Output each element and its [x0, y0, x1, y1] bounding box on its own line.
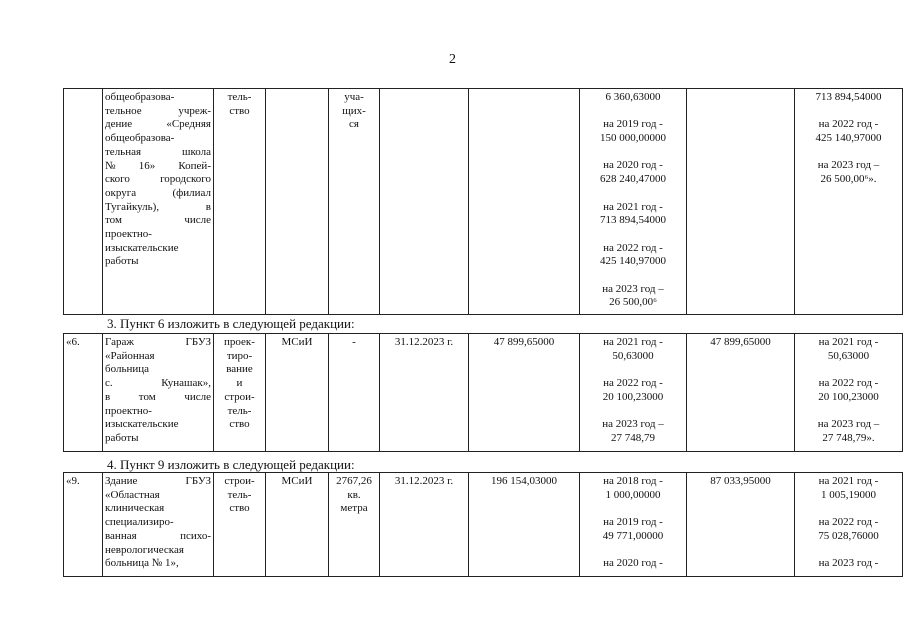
cell-work-type: [214, 89, 266, 315]
cell-capacity: [329, 473, 380, 577]
table-block-3: [63, 472, 903, 577]
cell-line: тельное учреж-: [105, 104, 211, 117]
cell-estimated-cost: 196 154,03000: [469, 473, 580, 577]
cell-remaining-cost: 47 899,65000: [687, 334, 795, 452]
section-heading-point-9: 4. Пункт 9 изложить в следующей редакции:: [107, 457, 355, 472]
cell-line: на 2019 год -: [603, 118, 663, 131]
cell-line: Тугайкуль), в: [105, 200, 211, 213]
cell-line: тель-: [227, 404, 252, 417]
blank-line: [582, 228, 684, 242]
cell-number: «6.: [64, 334, 103, 452]
cell-line: Здание ГБУЗ: [105, 475, 211, 487]
cell-line: 20 100,23000: [818, 390, 879, 403]
cell-customer: МСиИ: [266, 473, 329, 577]
cell-line: уча-: [344, 91, 364, 103]
cell-line: ство: [229, 418, 250, 431]
blank-line: [797, 146, 900, 160]
cell-line: с. Кунашак»,: [105, 377, 211, 390]
cell-deadline: 31.12.2023 г.: [380, 334, 469, 452]
cell-line: «Районная: [105, 349, 155, 362]
cell-line: 26 500,00⁶».: [820, 173, 877, 186]
cell-line: 150 000,00000: [600, 132, 666, 145]
cell-capacity: -: [329, 334, 380, 452]
blank-line: [582, 146, 684, 160]
cell-deadline: 31.12.2023 г.: [380, 473, 469, 577]
cell-line: ство: [229, 104, 250, 117]
cell-object-name: [103, 473, 214, 577]
cell-line: ванная психо-: [105, 529, 211, 542]
cell-object-name: [103, 334, 214, 452]
cell-line: тельная школа: [105, 145, 211, 158]
cell-funding-by-year: [580, 89, 687, 315]
cell-line: на 2022 год -: [818, 377, 879, 390]
cell-line: 2767,26: [336, 475, 372, 487]
blank-line: [582, 363, 684, 377]
cell-line: № 16» Копей-: [105, 159, 211, 172]
cell-line: общеобразова-: [105, 132, 175, 145]
cell-number: «9.: [64, 473, 103, 577]
blank-line: [797, 105, 900, 119]
cell-line: 713 894,54000: [815, 91, 882, 103]
cell-line: кв.: [347, 488, 361, 501]
cell-line: работы: [105, 431, 139, 444]
cell-line: на 2023 год -: [818, 557, 879, 570]
cell-line: 1 000,00000: [605, 488, 661, 501]
cell-line: ся: [349, 118, 359, 131]
cell-line: дение «Средняя: [105, 118, 211, 131]
cell-remaining-cost: [687, 89, 795, 315]
blank-line: [582, 187, 684, 201]
cell-number: [64, 89, 103, 315]
cell-line: строи-: [224, 475, 255, 487]
cell-line: 425 140,97000: [815, 132, 882, 145]
cell-work-type: [214, 334, 266, 452]
table-row: [64, 473, 903, 577]
cell-line: 26 500,00⁶: [609, 296, 657, 309]
table-block-1: [63, 88, 903, 315]
cell-line: на 2018 год -: [603, 475, 663, 487]
cell-line: на 2023 год –: [817, 159, 880, 172]
cell-line: на 2021 год -: [818, 336, 879, 348]
cell-line: строи-: [224, 390, 255, 403]
cell-funding-remaining: [795, 334, 903, 452]
cell-line: на 2022 год -: [818, 516, 879, 529]
cell-line: тиро-: [226, 349, 253, 362]
table-row: [64, 334, 903, 452]
blank-line: [797, 363, 900, 377]
cell-line: 75 028,76000: [818, 529, 879, 542]
blank-line: [797, 544, 900, 558]
cell-line: общеобразова-: [105, 91, 175, 103]
cell-line: ского городского: [105, 173, 211, 186]
cell-line: том числе: [105, 214, 211, 227]
cell-line: на 2023 год –: [602, 282, 664, 295]
cell-line: на 2023 год –: [602, 418, 664, 431]
cell-line: на 2022 год -: [818, 118, 879, 131]
cell-line: вание: [226, 363, 253, 376]
cell-line: Гараж ГБУЗ: [105, 336, 211, 348]
section-heading-point-6: 3. Пункт 6 изложить в следующей редакции:: [107, 316, 355, 331]
cell-line: «Областная: [105, 488, 160, 501]
cell-line: на 2020 год -: [603, 557, 663, 570]
cell-line: 50,63000: [612, 349, 654, 362]
cell-line: 50,63000: [827, 349, 870, 362]
page-number: 2: [449, 52, 456, 67]
cell-remaining-cost: 87 033,95000: [687, 473, 795, 577]
blank-line: [582, 405, 684, 419]
cell-line: на 2023 год –: [817, 418, 880, 431]
cell-line: 20 100,23000: [602, 390, 664, 403]
cell-line: изыскательские: [105, 418, 179, 431]
cell-line: на 2021 год -: [603, 200, 663, 213]
cell-line: и: [236, 377, 243, 390]
cell-line: в том числе: [105, 390, 211, 403]
cell-funding-by-year: [580, 334, 687, 452]
cell-line: 1 005,19000: [821, 488, 876, 501]
cell-line: на 2019 год -: [603, 516, 663, 529]
cell-object-name: [103, 89, 214, 315]
cell-line: работы: [105, 255, 139, 268]
cell-funding-remaining: [795, 89, 903, 315]
cell-line: 27 748,79».: [822, 431, 875, 444]
cell-line: клиническая: [105, 502, 165, 515]
cell-line: 27 748,79: [611, 431, 655, 444]
cell-line: на 2022 год -: [603, 377, 663, 390]
blank-line: [797, 502, 900, 516]
cell-line: 425 140,97000: [600, 255, 666, 268]
cell-work-type: [214, 473, 266, 577]
cell-deadline: [380, 89, 469, 315]
cell-line: округа (филиал: [105, 186, 211, 199]
cell-line: больница: [105, 363, 149, 376]
cell-line: 713 894,54000: [600, 214, 666, 227]
cell-line: на 2021 год -: [818, 475, 879, 487]
table-block-2: [63, 333, 903, 452]
cell-line: проектно-: [105, 404, 152, 417]
cell-line: 6 360,63000: [605, 91, 661, 103]
blank-line: [582, 502, 684, 516]
cell-estimated-cost: [469, 89, 580, 315]
blank-line: [582, 269, 684, 283]
table-row: [64, 89, 903, 315]
cell-line: проек-: [224, 336, 255, 348]
cell-line: тель-: [227, 488, 252, 501]
cell-line: на 2022 год -: [603, 241, 663, 254]
cell-line: специализиро-: [105, 516, 174, 529]
cell-funding-by-year: [580, 473, 687, 577]
cell-estimated-cost: 47 899,65000: [469, 334, 580, 452]
cell-funding-remaining: [795, 473, 903, 577]
cell-line: изыскательские: [105, 241, 179, 254]
cell-line: на 2021 год -: [603, 336, 663, 348]
cell-line: тель-: [227, 91, 252, 103]
blank-line: [582, 544, 684, 558]
cell-line: 49 771,00000: [602, 529, 664, 542]
cell-line: 628 240,47000: [600, 173, 666, 186]
cell-line: щих-: [342, 104, 366, 117]
cell-line: проектно-: [105, 228, 152, 241]
cell-capacity: [329, 89, 380, 315]
cell-customer: [266, 89, 329, 315]
cell-customer: МСиИ: [266, 334, 329, 452]
cell-line: ство: [229, 502, 250, 515]
cell-line: неврологическая: [105, 543, 184, 556]
cell-line: больница № 1»,: [105, 557, 179, 570]
blank-line: [797, 405, 900, 419]
cell-line: на 2020 год -: [603, 159, 663, 172]
cell-line: метра: [340, 502, 368, 515]
blank-line: [582, 105, 684, 119]
